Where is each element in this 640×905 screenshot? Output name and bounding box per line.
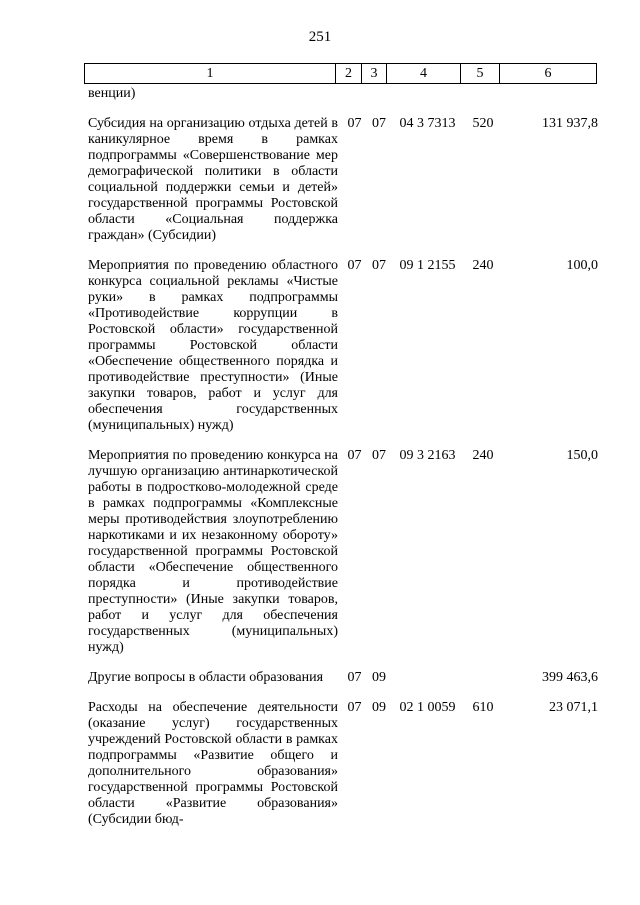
row-subsection xyxy=(367,86,391,102)
row-expense-type xyxy=(464,670,502,686)
header-cell-4: 4 xyxy=(387,64,461,84)
header-cell-6: 6 xyxy=(500,64,597,84)
row-expense-type: 610 xyxy=(472,700,494,715)
row-expense-type: 240 xyxy=(472,448,494,463)
row-target-article xyxy=(391,670,464,686)
header-row xyxy=(85,64,597,84)
row-section xyxy=(342,86,367,102)
row-target-article: 09 3 2163 xyxy=(399,448,456,463)
table-row xyxy=(84,258,602,434)
table-row xyxy=(84,448,602,656)
row-subsection: 07 xyxy=(372,258,386,273)
row-subsection: 07 xyxy=(372,448,386,463)
row-subsection: 07 xyxy=(372,116,386,131)
row-expense-type: 240 xyxy=(472,258,494,273)
header-cell-1: 1 xyxy=(85,64,336,84)
table-row xyxy=(84,86,602,102)
row-amount: 23 071,1 xyxy=(549,700,598,715)
row-amount: 150,0 xyxy=(566,448,598,463)
row-description: Субсидия на организацию отдыха детей в каникулярное время в рамках подпрограммы «Совершенствование мер демографической политики в области социальной поддержки семьи и детей» государственной программы Ростовской области «Социальная поддержка граждан» (Субсидии) xyxy=(88,116,338,243)
row-section: 07 xyxy=(347,258,362,273)
row-description: Другие вопросы в области образования xyxy=(88,670,324,685)
row-amount: 399 463,6 xyxy=(542,670,598,685)
row-target-article xyxy=(391,86,464,102)
row-target-article: 04 3 7313 xyxy=(399,116,456,131)
column-header-table xyxy=(84,63,597,84)
row-subsection: 09 xyxy=(372,700,386,715)
budget-table xyxy=(84,86,602,828)
row-amount: 100,0 xyxy=(566,258,598,273)
header-cell-2: 2 xyxy=(336,64,362,84)
row-description: Мероприятия по проведению конкурса на лучшую организацию антинаркотической работы в подростково-молодежной среде в рамках подпрограммы «Комплексные меры противодействия злоупотреблению наркотиками и их незаконному обороту» государственной программы Ростовской области «Обеспечение общественного порядка и противодействие преступности» (Иные закупки товаров, работ и услуг для обеспечения государственных (муниципальных) нужд) xyxy=(88,448,338,655)
table-row xyxy=(84,700,602,828)
row-description: Мероприятия по проведению областного конкурса социальной рекламы «Чистые руки» в рамках подпрограммы «Противодействие коррупции в Ростовской области» государственной программы Ростовской области «Обеспечение общественного порядка и противодействие преступности» (Иные закупки товаров, работ и услуг для обеспечения государственных (муниципальных) нужд) xyxy=(88,258,338,433)
header-cell-3: 3 xyxy=(362,64,387,84)
row-section: 07 xyxy=(347,448,362,463)
row-amount: 131 937,8 xyxy=(542,116,598,131)
table-row xyxy=(84,670,602,686)
row-subsection: 09 xyxy=(372,670,386,685)
row-expense-type: 520 xyxy=(472,116,494,131)
table-row xyxy=(84,116,602,244)
row-section: 07 xyxy=(347,670,362,685)
header-cell-5: 5 xyxy=(461,64,500,84)
row-target-article: 09 1 2155 xyxy=(399,258,456,273)
row-target-article: 02 1 0059 xyxy=(399,700,456,715)
row-description: Расходы на обеспечение деятельности (оказание услуг) государственных учреждений Ростовской области в рамках подпрограммы «Развитие общего и дополнительного образования» государственной программы Ростовской области «Развитие образования» (Субсидии бюд- xyxy=(88,700,338,827)
row-amount xyxy=(502,86,602,102)
row-section: 07 xyxy=(347,116,362,131)
row-expense-type xyxy=(464,86,502,102)
row-section: 07 xyxy=(347,700,362,715)
row-description: венции) xyxy=(88,86,136,101)
page-number: 251 xyxy=(308,29,332,45)
